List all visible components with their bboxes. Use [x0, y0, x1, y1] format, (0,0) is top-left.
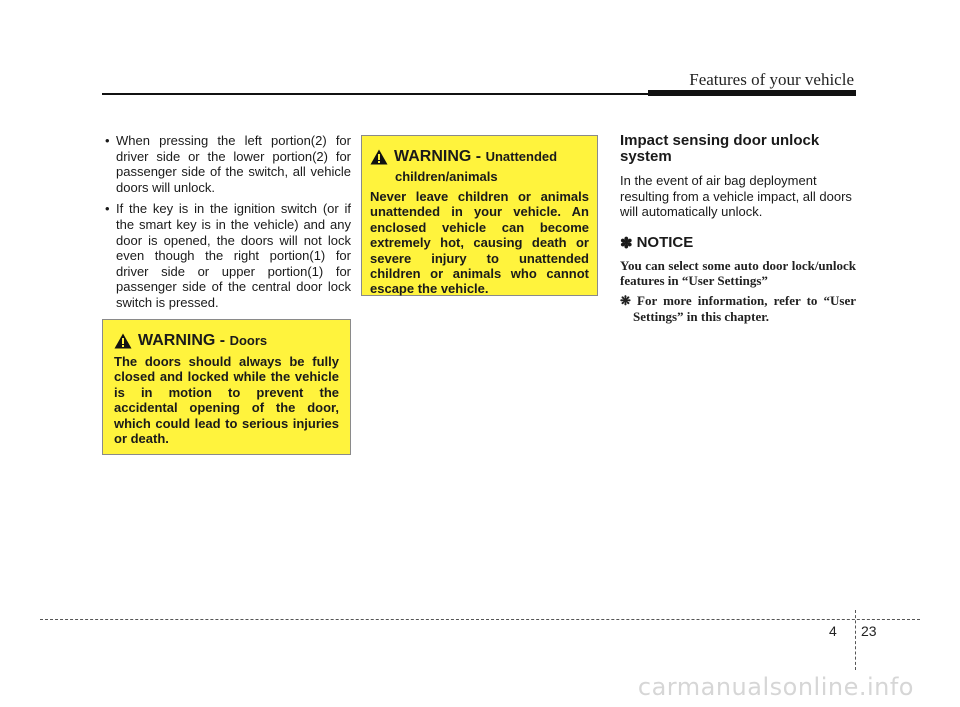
warning-box-doors	[102, 319, 351, 455]
warning-keyword: WARNING -	[394, 148, 482, 165]
warning-title	[138, 332, 267, 349]
warning-title	[394, 148, 557, 165]
bullet-marker: •	[105, 201, 110, 217]
list-item	[102, 133, 351, 195]
bullet-text: When pressing the left portion(2) for driver side or the lower portion(2) for passenger side of the switch, all vehicle doors will unlock.	[116, 133, 351, 195]
warning-box-children	[361, 135, 598, 296]
page-number: 23	[861, 623, 877, 639]
warning-header	[114, 332, 339, 349]
notice-ref-icon: ❋	[620, 292, 631, 308]
warning-topic-line2: children/animals	[395, 169, 498, 184]
bullet-marker: •	[105, 133, 110, 148]
warning-triangle-icon	[370, 149, 388, 165]
notice-header	[620, 234, 856, 252]
section-paragraph: In the event of air bag deployment resulting from a vehicle impact, all doors will automatically unlock.	[620, 173, 852, 220]
notice-ref-text: For more information, refer to “User Settings” in this chapter.	[633, 292, 856, 324]
watermark: carmanualsonline.info	[637, 673, 914, 701]
right-column	[620, 133, 856, 324]
bullet-list	[102, 133, 351, 317]
chapter-number: 4	[829, 623, 837, 639]
warning-topic: Doors	[229, 333, 268, 348]
page-header-title: Features of your vehicle	[689, 70, 854, 89]
list-item	[102, 201, 351, 310]
warning-body: The doors should always be fully closed and locked while the vehicle is in motion to prevent the accidental opening of the door, which could lead to serious injuries or death.	[114, 354, 339, 447]
header-rule-accent	[648, 90, 856, 96]
section-heading: Impact sensing door unlock system	[620, 132, 820, 165]
notice-star-icon: ✽	[620, 234, 633, 252]
warning-body: Never leave children or animals unattended in your vehicle. An enclosed vehicle can become extremely hot, causing death or severe injury to unattended children or animals who cannot escape the vehicle.	[370, 189, 589, 297]
notice-reference	[620, 293, 856, 324]
warning-triangle-icon	[114, 333, 132, 349]
notice-heading: NOTICE	[636, 234, 694, 252]
notice-text: You can select some auto door lock/unlock features in “User Settings”	[620, 257, 856, 289]
footer-rule	[40, 619, 920, 620]
footer-divider	[855, 610, 856, 670]
bullet-text: If the key is in the ignition switch (or if the smart key is in the vehicle) and any door is opened, the doors will not lock even though the right portion(1) for driver side or upper portion(1) for passenger side of the central door lock switch is pressed.	[116, 201, 351, 310]
warning-header	[370, 148, 589, 165]
warning-topic: Unattended	[485, 149, 558, 164]
warning-keyword: WARNING -	[138, 332, 226, 349]
